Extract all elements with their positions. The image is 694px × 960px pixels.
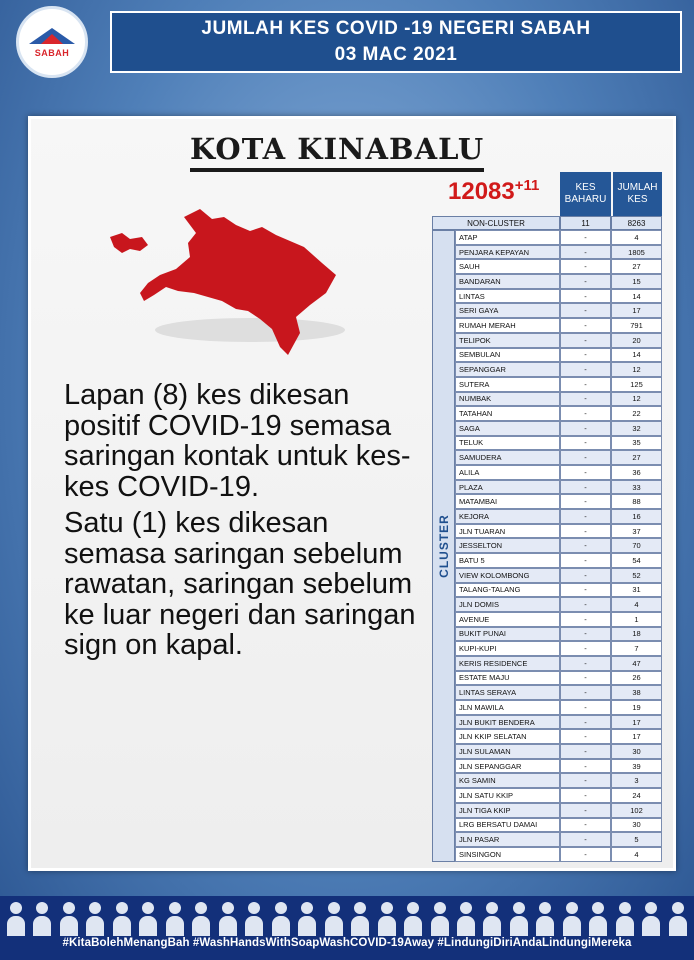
cluster-kes-baharu: - xyxy=(560,245,611,260)
cluster-jumlah-kes: 3 xyxy=(611,773,662,788)
table-row xyxy=(455,392,662,407)
table-row xyxy=(455,715,662,730)
table-row xyxy=(455,671,662,686)
cluster-kes-baharu: - xyxy=(560,465,611,480)
cluster-jumlah-kes: 38 xyxy=(611,685,662,700)
frontliner-figure-icon xyxy=(324,902,344,936)
cluster-label-text: CLUSTER xyxy=(436,514,451,578)
cluster-kes-baharu: - xyxy=(560,759,611,774)
cluster-name: SINSINGON xyxy=(455,847,560,862)
description-para-2: Satu (1) kes dikesan semasa saringan sebelum rawatan, saringan sebelum ke luar negeri dan saringan sign on kapal. xyxy=(64,507,416,661)
cluster-kes-baharu: - xyxy=(560,259,611,274)
cluster-jumlah-kes: 16 xyxy=(611,509,662,524)
cluster-name: KERIS RESIDENCE xyxy=(455,656,560,671)
cluster-kes-baharu: - xyxy=(560,406,611,421)
frontliner-figure-icon xyxy=(350,902,370,936)
cluster-name: TELIPOK xyxy=(455,333,560,348)
cluster-name: JLN MAWILA xyxy=(455,700,560,715)
table-row xyxy=(455,333,662,348)
frontliner-figure-icon xyxy=(641,902,661,936)
cluster-jumlah-kes: 791 xyxy=(611,318,662,333)
cluster-name: TALANG-TALANG xyxy=(455,583,560,598)
cluster-kes-baharu: - xyxy=(560,538,611,553)
frontliner-figure-icon xyxy=(138,902,158,936)
table-row xyxy=(455,656,662,671)
frontliner-figure-icon xyxy=(218,902,238,936)
cluster-jumlah-kes: 17 xyxy=(611,729,662,744)
sabah-logo xyxy=(16,6,88,78)
cluster-jumlah-kes: 4 xyxy=(611,230,662,245)
cluster-name: KUPI-KUPI xyxy=(455,641,560,656)
cluster-kes-baharu: - xyxy=(560,627,611,642)
cluster-kes-baharu: - xyxy=(560,641,611,656)
cluster-kes-baharu: - xyxy=(560,818,611,833)
frontliner-figure-icon xyxy=(377,902,397,936)
table-row xyxy=(455,259,662,274)
table-row xyxy=(455,480,662,495)
cluster-name: JLN BUKIT BENDERA xyxy=(455,715,560,730)
cluster-jumlah-kes: 31 xyxy=(611,583,662,598)
total-new-cases: +11 xyxy=(514,177,540,194)
cluster-jumlah-kes: 24 xyxy=(611,788,662,803)
cluster-table xyxy=(455,230,662,862)
header-date: 03 MAC 2021 xyxy=(334,44,458,65)
cluster-jumlah-kes: 35 xyxy=(611,436,662,451)
table-row xyxy=(455,377,662,392)
cluster-kes-baharu: - xyxy=(560,568,611,583)
cluster-jumlah-kes: 37 xyxy=(611,524,662,539)
cluster-kes-baharu: - xyxy=(560,715,611,730)
cluster-name: JLN TIGA KKIP xyxy=(455,803,560,818)
cluster-name: JLN SULAMAN xyxy=(455,744,560,759)
cluster-jumlah-kes: 20 xyxy=(611,333,662,348)
cluster-kes-baharu: - xyxy=(560,480,611,495)
cluster-kes-baharu: - xyxy=(560,333,611,348)
table-row xyxy=(455,362,662,377)
cluster-kes-baharu: - xyxy=(560,509,611,524)
frontliner-figure-icon xyxy=(244,902,264,936)
cluster-jumlah-kes: 47 xyxy=(611,656,662,671)
cluster-jumlah-kes: 27 xyxy=(611,259,662,274)
cluster-name: MATAMBAI xyxy=(455,494,560,509)
cluster-name: RUMAH MERAH xyxy=(455,318,560,333)
table-row xyxy=(455,348,662,363)
non-cluster-kes-baharu: 11 xyxy=(560,216,611,230)
frontliner-figure-icon xyxy=(535,902,555,936)
table-row xyxy=(455,773,662,788)
cluster-kes-baharu: - xyxy=(560,803,611,818)
cluster-kes-baharu: - xyxy=(560,729,611,744)
cluster-name: LINTAS xyxy=(455,289,560,304)
frontliner-figure-icon xyxy=(165,902,185,936)
cluster-jumlah-kes: 17 xyxy=(611,303,662,318)
cluster-name: JLN TUARAN xyxy=(455,524,560,539)
table-row xyxy=(455,788,662,803)
cluster-jumlah-kes: 15 xyxy=(611,274,662,289)
cluster-kes-baharu: - xyxy=(560,303,611,318)
cluster-name: NUMBAK xyxy=(455,392,560,407)
header-title: JUMLAH KES COVID -19 NEGERI SABAH xyxy=(201,18,591,39)
frontliner-figure-icon xyxy=(32,902,52,936)
cluster-kes-baharu: - xyxy=(560,377,611,392)
cluster-kes-baharu: - xyxy=(560,744,611,759)
cluster-jumlah-kes: 17 xyxy=(611,715,662,730)
cluster-jumlah-kes: 1805 xyxy=(611,245,662,260)
table-row xyxy=(455,568,662,583)
frontliner-figure-icon xyxy=(562,902,582,936)
frontliner-figure-icon xyxy=(615,902,635,936)
logo-text: SABAH xyxy=(34,48,70,58)
cluster-kes-baharu: - xyxy=(560,230,611,245)
cluster-name: SAMUDERA xyxy=(455,450,560,465)
cluster-label xyxy=(432,230,455,862)
cluster-name: JESSELTON xyxy=(455,538,560,553)
cluster-kes-baharu: - xyxy=(560,553,611,568)
frontliner-figure-icon xyxy=(588,902,608,936)
table-row xyxy=(455,274,662,289)
footer-hashtags: #KitaBolehMenangBah #WashHandsWithSoapWashCOVID-19Away #LindungiDiriAndaLindungiMereka xyxy=(62,937,632,949)
cluster-name: BATU 5 xyxy=(455,553,560,568)
table-row xyxy=(455,759,662,774)
cluster-jumlah-kes: 33 xyxy=(611,480,662,495)
total-cases xyxy=(448,177,539,206)
table-row xyxy=(455,700,662,715)
cluster-name: AVENUE xyxy=(455,612,560,627)
column-jumlah-kes: JUMLAH KES xyxy=(613,172,662,216)
cluster-jumlah-kes: 30 xyxy=(611,744,662,759)
cluster-kes-baharu: - xyxy=(560,436,611,451)
cluster-jumlah-kes: 125 xyxy=(611,377,662,392)
cluster-name: JLN PASAR xyxy=(455,832,560,847)
table-row xyxy=(455,627,662,642)
cluster-name: JLN KKIP SELATAN xyxy=(455,729,560,744)
cluster-kes-baharu: - xyxy=(560,392,611,407)
cluster-name: TATAHAN xyxy=(455,406,560,421)
cluster-kes-baharu: - xyxy=(560,450,611,465)
table-row xyxy=(455,538,662,553)
cluster-name: ALILA xyxy=(455,465,560,480)
total-cases-value: 12083 xyxy=(448,178,515,205)
frontliner-figure-icon xyxy=(59,902,79,936)
cluster-kes-baharu: - xyxy=(560,656,611,671)
cluster-jumlah-kes: 4 xyxy=(611,847,662,862)
cluster-name: LINTAS SERAYA xyxy=(455,685,560,700)
table-row xyxy=(455,832,662,847)
cluster-name: JLN SATU KKIP xyxy=(455,788,560,803)
kota-kinabalu-map-icon xyxy=(100,205,350,365)
table-row xyxy=(455,818,662,833)
cluster-kes-baharu: - xyxy=(560,348,611,363)
cluster-name: ESTATE MAJU xyxy=(455,671,560,686)
cluster-name: ATAP xyxy=(455,230,560,245)
cluster-kes-baharu: - xyxy=(560,788,611,803)
cluster-jumlah-kes: 32 xyxy=(611,421,662,436)
cluster-kes-baharu: - xyxy=(560,583,611,598)
non-cluster-row xyxy=(432,216,662,230)
frontliner-figure-icon xyxy=(509,902,529,936)
table-row xyxy=(455,685,662,700)
cluster-kes-baharu: - xyxy=(560,421,611,436)
table-row xyxy=(455,230,662,245)
frontliner-figure-icon xyxy=(482,902,502,936)
cluster-jumlah-kes: 52 xyxy=(611,568,662,583)
cluster-kes-baharu: - xyxy=(560,318,611,333)
cluster-kes-baharu: - xyxy=(560,685,611,700)
cluster-name: VIEW KOLOMBONG xyxy=(455,568,560,583)
cluster-kes-baharu: - xyxy=(560,847,611,862)
cluster-kes-baharu: - xyxy=(560,832,611,847)
cluster-name: KEJORA xyxy=(455,509,560,524)
non-cluster-name: NON-CLUSTER xyxy=(432,216,560,230)
frontliner-figure-icon xyxy=(191,902,211,936)
frontliner-figure-icon xyxy=(297,902,317,936)
cluster-kes-baharu: - xyxy=(560,700,611,715)
table-row xyxy=(455,553,662,568)
table-row xyxy=(455,597,662,612)
cluster-jumlah-kes: 30 xyxy=(611,818,662,833)
table-row xyxy=(455,612,662,627)
logo-emblem-icon xyxy=(29,26,75,46)
cluster-name: SEMBULAN xyxy=(455,348,560,363)
cluster-name: PENJARA KEPAYAN xyxy=(455,245,560,260)
cluster-name: PLAZA xyxy=(455,480,560,495)
non-cluster-jumlah-kes: 8263 xyxy=(611,216,662,230)
cluster-jumlah-kes: 36 xyxy=(611,465,662,480)
cluster-jumlah-kes: 26 xyxy=(611,671,662,686)
description-para-1: Lapan (8) kes dikesan positif COVID-19 semasa saringan kontak untuk kes-kes COVID-19. xyxy=(64,379,411,503)
cluster-name: SUTERA xyxy=(455,377,560,392)
column-kes-baharu: KES BAHARU xyxy=(560,172,611,216)
cluster-name: SAUH xyxy=(455,259,560,274)
cluster-jumlah-kes: 12 xyxy=(611,392,662,407)
cluster-jumlah-kes: 1 xyxy=(611,612,662,627)
cluster-jumlah-kes: 39 xyxy=(611,759,662,774)
table-row xyxy=(455,245,662,260)
frontliner-figure-icon xyxy=(112,902,132,936)
frontliner-figure-icon xyxy=(668,902,688,936)
frontliner-figure-icon xyxy=(403,902,423,936)
district-title: KOTA KINABALU xyxy=(190,132,484,172)
cluster-kes-baharu: - xyxy=(560,274,611,289)
description xyxy=(64,380,424,667)
table-row xyxy=(455,847,662,862)
cluster-jumlah-kes: 70 xyxy=(611,538,662,553)
page-header xyxy=(110,11,682,73)
cluster-jumlah-kes: 7 xyxy=(611,641,662,656)
cluster-kes-baharu: - xyxy=(560,289,611,304)
table-row xyxy=(455,744,662,759)
cluster-name: JLN SEPANGGAR xyxy=(455,759,560,774)
frontliner-figure-icon xyxy=(85,902,105,936)
cluster-name: JLN DOMIS xyxy=(455,597,560,612)
frontliner-figure-icon xyxy=(6,902,26,936)
cluster-name: TELUK xyxy=(455,436,560,451)
table-row xyxy=(455,641,662,656)
frontliner-figure-icon xyxy=(430,902,450,936)
cluster-jumlah-kes: 12 xyxy=(611,362,662,377)
table-row xyxy=(455,729,662,744)
cluster-jumlah-kes: 14 xyxy=(611,289,662,304)
cluster-kes-baharu: - xyxy=(560,612,611,627)
cluster-kes-baharu: - xyxy=(560,671,611,686)
cluster-jumlah-kes: 19 xyxy=(611,700,662,715)
table-row xyxy=(455,406,662,421)
table-row xyxy=(455,494,662,509)
cluster-jumlah-kes: 4 xyxy=(611,597,662,612)
table-row xyxy=(455,524,662,539)
cluster-kes-baharu: - xyxy=(560,773,611,788)
table-row xyxy=(455,583,662,598)
cluster-jumlah-kes: 27 xyxy=(611,450,662,465)
cluster-name: BUKIT PUNAI xyxy=(455,627,560,642)
cluster-jumlah-kes: 54 xyxy=(611,553,662,568)
table-row xyxy=(455,289,662,304)
table-row xyxy=(455,509,662,524)
table-row xyxy=(455,803,662,818)
table-row xyxy=(455,318,662,333)
cluster-kes-baharu: - xyxy=(560,362,611,377)
cluster-kes-baharu: - xyxy=(560,524,611,539)
frontliner-figure-icon xyxy=(456,902,476,936)
cluster-jumlah-kes: 22 xyxy=(611,406,662,421)
table-row xyxy=(455,303,662,318)
table-row xyxy=(455,421,662,436)
cluster-jumlah-kes: 18 xyxy=(611,627,662,642)
cluster-jumlah-kes: 5 xyxy=(611,832,662,847)
cluster-kes-baharu: - xyxy=(560,597,611,612)
cluster-kes-baharu: - xyxy=(560,494,611,509)
cluster-name: KG SAMIN xyxy=(455,773,560,788)
cluster-name: BANDARAN xyxy=(455,274,560,289)
table-row xyxy=(455,450,662,465)
frontliner-figure-icon xyxy=(271,902,291,936)
cluster-name: SEPANGGAR xyxy=(455,362,560,377)
table-row xyxy=(455,436,662,451)
cluster-name: LRG BERSATU DAMAI xyxy=(455,818,560,833)
footer-banner xyxy=(0,896,694,960)
cluster-jumlah-kes: 88 xyxy=(611,494,662,509)
frontliner-figures xyxy=(6,898,688,936)
cluster-jumlah-kes: 102 xyxy=(611,803,662,818)
table-row xyxy=(455,465,662,480)
cluster-name: SAGA xyxy=(455,421,560,436)
cluster-jumlah-kes: 14 xyxy=(611,348,662,363)
cluster-name: SERI GAYA xyxy=(455,303,560,318)
